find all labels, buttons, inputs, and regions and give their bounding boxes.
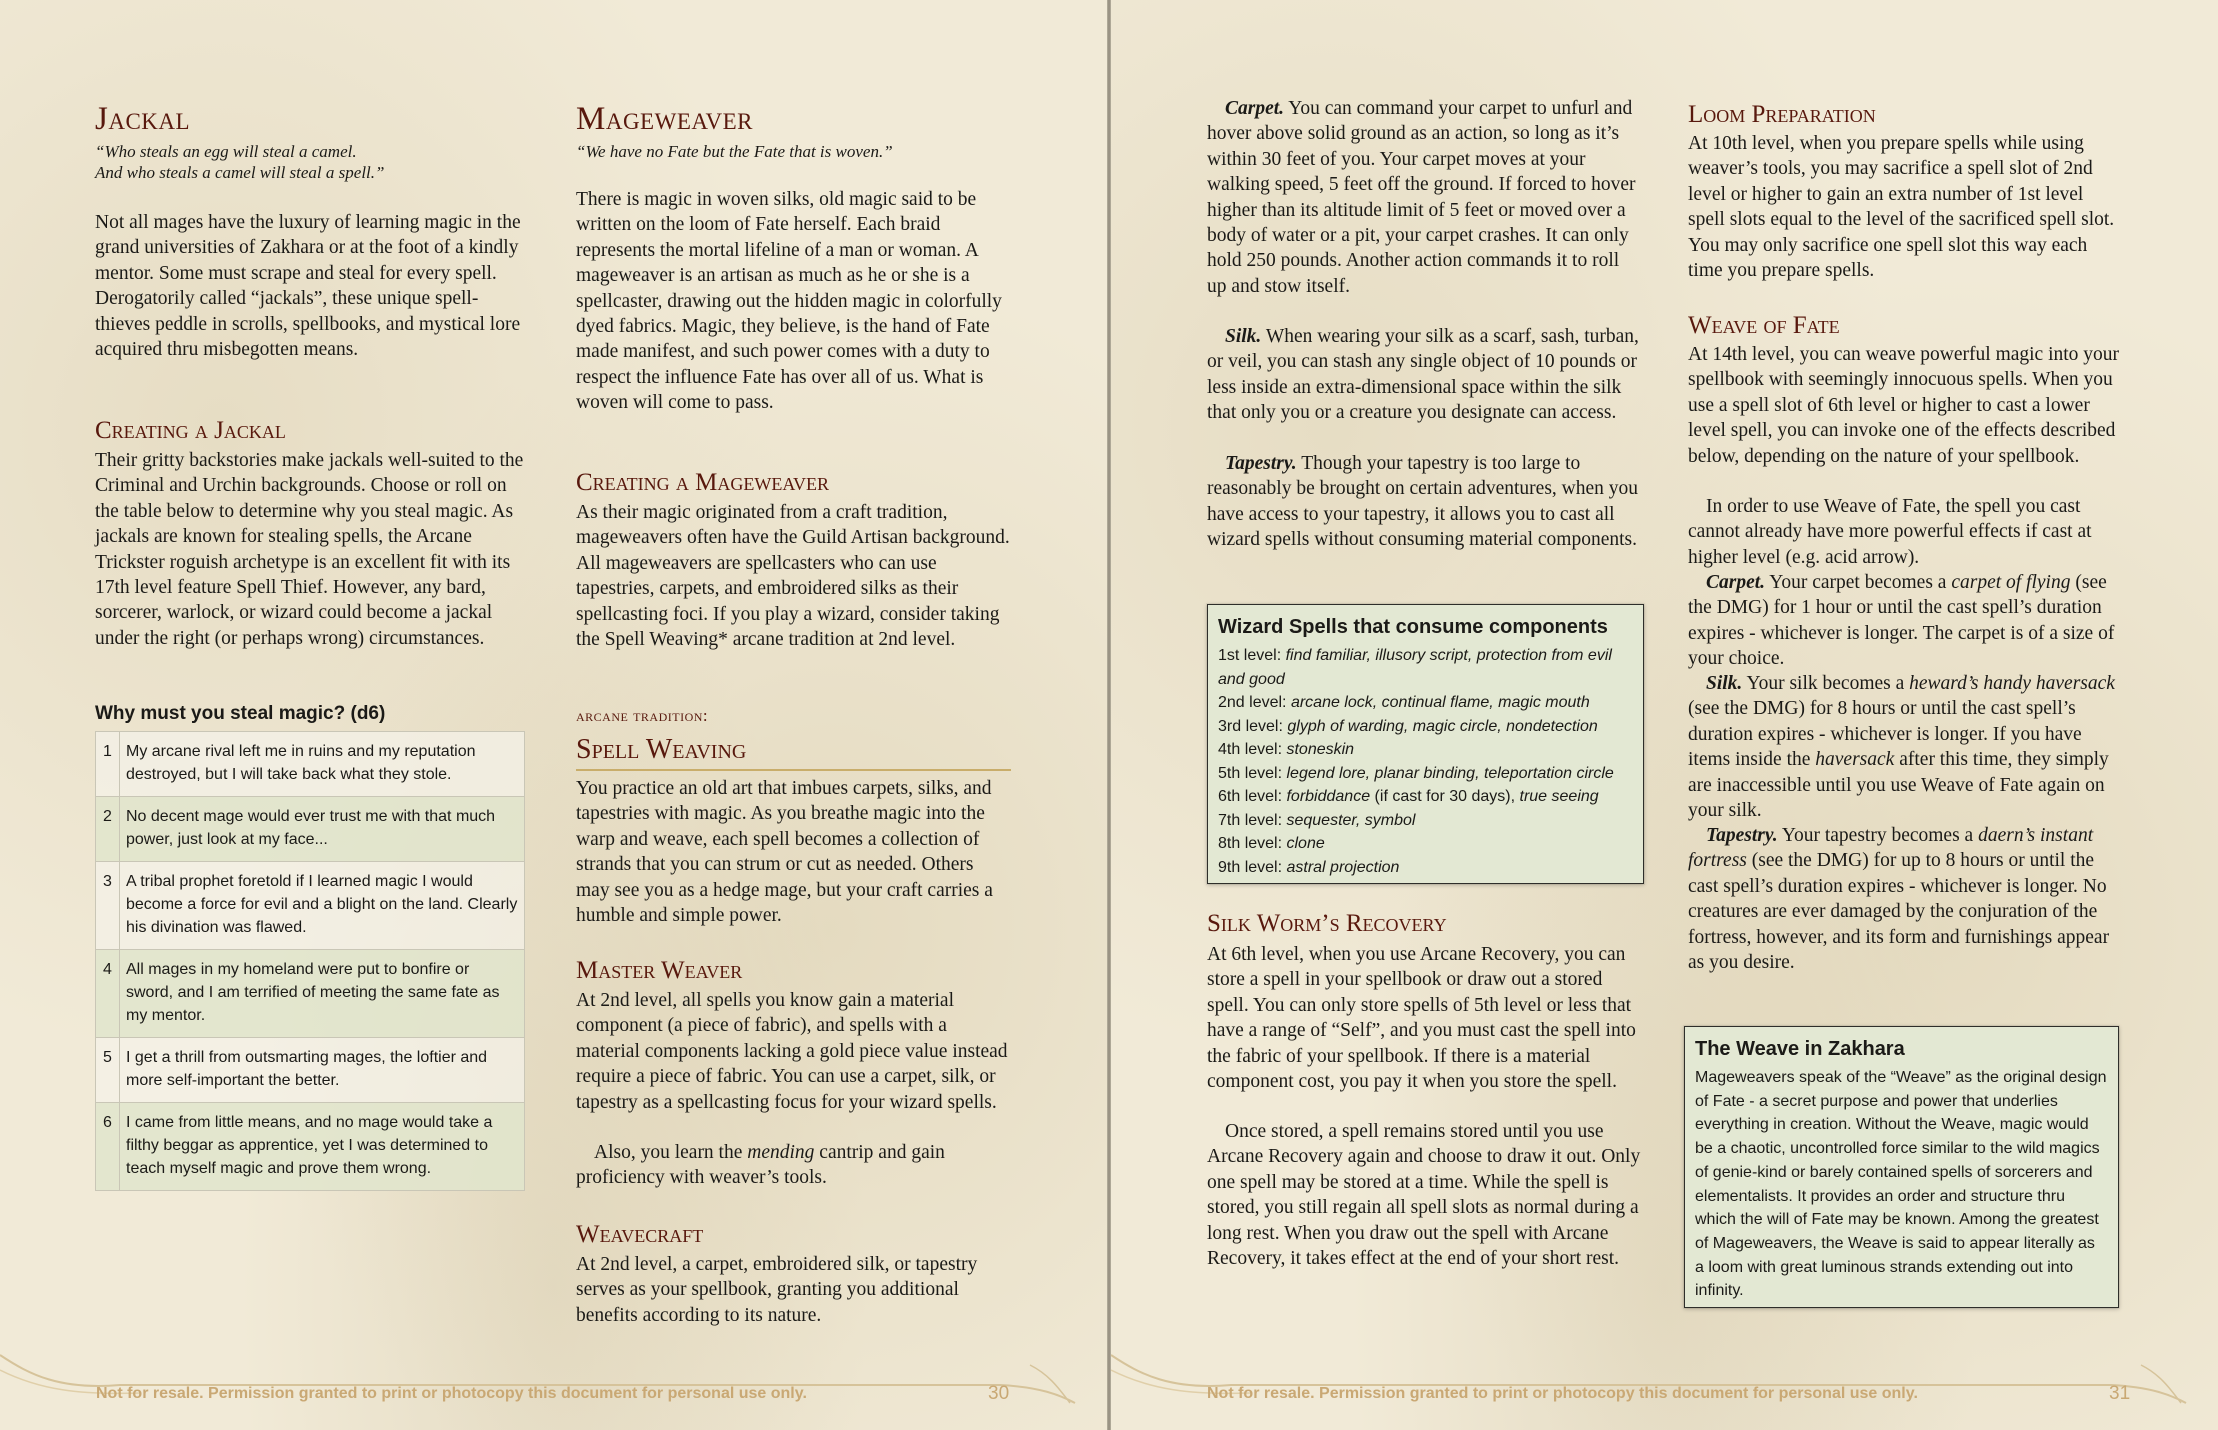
master-weaver-text-2-post: cantrip and gain proficiency with weaver’s tools. (576, 1142, 945, 1189)
weave-of-fate-heading: Weave of Fate (1688, 312, 1840, 339)
spell-weaving-heading: Spell Weaving (576, 733, 1011, 771)
list-item (1218, 715, 1633, 739)
table-row (96, 732, 525, 797)
master-weaver-text: At 2nd level, all spells you know gain a material component (a piece of fabric), and spells with a material components lacking a gold piece value instead require a piece of fabric. You can use a carpet, silk, or tapestry as a spellcasting focus for your wizard spells. (576, 990, 1008, 1113)
weave-in-zakhara-text: Mageweavers speak of the “Weave” as the original design of Fate - a secret purpose and power that underlies everything in creation. Without the Weave, magic would be a chaotic, uncontrolled force similar to the wild magics of genie-kind or barely contained spells of sorcerers and elementalists. It provides an order and structure thru which the will of Fate may be known. Among the greatest of Mageweavers, the Weave is said to appear literally as a loom with great luminous strands extending out into infinity. (1695, 1069, 2107, 1300)
spell-level: 6th level: (1218, 788, 1287, 805)
roll-number: 4 (96, 950, 120, 1038)
wizard-spells-list (1218, 644, 1633, 879)
master-weaver-text-2 (576, 1140, 1011, 1191)
jackal-title: Jackal (95, 101, 191, 137)
roll-result: All mages in my homeland were put to bonfire or sword, and I am terrified of meeting the same fate as my mentor. (120, 950, 525, 1038)
silk-worm-text-1: At 6th level, when you use Arcane Recovery, you can store a spell in your spellbook or draw out a stored spell. You can only store spells of 5th level or less that have a range of “Self”, and you must cast the spell into the fabric of your spellbook. If there is a material component cost, you pay it when you store the spell. (1207, 944, 1636, 1093)
master-weaver-heading: Master Weaver (576, 957, 743, 984)
wof-tapestry-item: daern’s instant fortress (1688, 825, 2094, 872)
weave-in-zakhara-box (1684, 1026, 2119, 1308)
wof-silk-mid: (see the DMG) for 8 hours or until the cast spell’s duration expires - whichever is longer. If you have items inside the (1688, 698, 2082, 771)
wof-silk-paragraph (1688, 671, 2123, 823)
silk-text: When wearing your silk as a scarf, sash, turban, or veil, you can stash any single object of 10 pounds or less inside an extra-dimensional space within the silk that only you or a creature you designate can access. (1207, 326, 1639, 424)
page-number-right: 31 (2109, 1383, 2131, 1404)
table-row (96, 950, 525, 1038)
wof-silk-post: after this time, they simply are inaccessible until you use Weave of Fate again on your silk. (1688, 749, 2109, 822)
page-left (0, 0, 1107, 1430)
spell-level: 4th level: (1218, 741, 1287, 758)
spell-level: 1st level: (1218, 647, 1286, 664)
list-item (1218, 762, 1633, 786)
wof-tapestry-post: (see the DMG) for up to 8 hours or until the cast spell’s duration expires - whichever is longer. No creatures are ever damaged by the conjuration of the fortress, however, and its form and furnishings appear as you desire. (1688, 850, 2110, 974)
wof-carpet-item: carpet of flying (1951, 572, 2071, 593)
spell-names: legend lore, planar binding, teleportation circle (1286, 764, 1614, 782)
spell-names: find familiar, illusory script, protection from evil and good (1218, 647, 1612, 688)
table-row (96, 862, 525, 950)
list-item (1218, 832, 1633, 856)
wof-carpet-post: (see the DMG) for 1 hour or until the cast spell’s duration expires - whichever is longer. The carpet is of a size of your choice. (1688, 572, 2115, 670)
table-row (96, 1038, 525, 1103)
spell-weaving-text: You practice an old art that imbues carpets, silks, and tapestries with magic. As you breathe magic into the warp and weave, each spell becomes a collection of strands that you can strum or cut as needed. Others may see you as a hedge mage, but your craft carries a humble and simple power. (576, 778, 993, 927)
spell-names: glyph of warding, magic circle, nondetection (1287, 717, 1598, 735)
footer-text-left: Not for resale. Permission granted to print or photocopy this document for personal use only. (96, 1385, 807, 1402)
weave-of-fate-text-1: At 14th level, you can weave powerful magic into your spellbook with seemingly innocuous spells. When you use a spell slot of 6th level or higher to cast a lower level spell, you can invoke one of the effects described below, depending on the nature of your spellbook. (1688, 344, 2120, 467)
spell-names: arcane lock, continual flame, magic mouth (1290, 694, 1590, 711)
list-item (1218, 691, 1633, 715)
wizard-spells-box-title: Wizard Spells that consume components (1218, 616, 1608, 638)
mageweaver-intro: There is magic in woven silks, old magic said to be written on the loom of Fate herself. Each braid represents the mortal lifeline of a man or woman. A mageweaver is an artisan as much as he or she is a spellcaster, drawing out the hidden magic in colorfully dyed fabrics. Magic, they believe, is the hand of Fate made manifest, and such power comes with a duty to respect the influence Fate has over all of us. What is woven will come to pass. (576, 189, 1002, 414)
tapestry-paragraph (1207, 451, 1642, 553)
silk-paragraph (1207, 324, 1642, 426)
tapestry-label: Tapestry. (1225, 453, 1297, 474)
mageweaver-quote: “We have no Fate but the Fate that is woven.” (576, 142, 893, 161)
wof-silk-pre: Your silk becomes a (1742, 673, 1910, 694)
spell-names: stoneskin (1286, 741, 1355, 758)
roll-result: A tribal prophet foretold if I learned magic I would become a force for evil and a blight on the land. Clearly his divination was flawed. (120, 862, 525, 950)
weave-of-fate-text-2: In order to use Weave of Fate, the spell you cast cannot already have more powerful effects if cast at higher level (e.g. acid arrow). (1688, 496, 2092, 568)
mageweaver-title: Mageweaver (576, 101, 754, 137)
page-right (1111, 0, 2218, 1430)
steal-magic-table-title: Why must you steal magic? (d6) (95, 703, 386, 724)
roll-result: I get a thrill from outsmarting mages, the loftier and more self-important the better. (120, 1038, 525, 1103)
creating-jackal-text: Their gritty backstories make jackals well-suited to the Criminal and Urchin backgrounds. Choose or roll on the table below to determine why you steal magic. As jackals are known for stealing spells, the Arcane Trickster roguish archetype is an excellent fit with its 17th level feature Spell Thief. However, any bard, sorcerer, warlock, or wizard could become a jackal under the right (or perhaps wrong) circumstances. (95, 450, 524, 649)
spell-level: 2nd level: (1218, 694, 1291, 711)
loom-preparation-text: At 10th level, when you prepare spells while using weaver’s tools, you may sacrifice a spell slot of 2nd level or higher to gain an extra number of 1st level spell slots equal to the level of the sacrificed spell slot. You may only sacrifice one spell slot this way each time you prepare spells. (1688, 133, 2115, 282)
spell-level: 8th level: (1218, 835, 1287, 852)
roll-number: 2 (96, 797, 120, 862)
roll-result: No decent mage would ever trust me with that much power, just look at my face... (120, 797, 525, 862)
wizard-spells-box (1207, 604, 1644, 884)
mending-spell-name: mending (747, 1142, 815, 1163)
wof-silk-label: Silk. (1706, 673, 1743, 694)
carpet-text: You can command your carpet to unfurl and hover above solid ground as an action, so long as it’s within 30 feet of you. Your carpet moves at your walking speed, 5 feet off the ground. If forced to hover higher than its altitude limit of 5 feet or moved over a body of water or a pit, your carpet crashes. It can only hold 250 pounds. Another action commands it to roll up and stow itself. (1207, 98, 1636, 297)
spell-level: 3rd level: (1218, 717, 1288, 735)
right-page-content (1111, 0, 2218, 1430)
footer-text-right: Not for resale. Permission granted to print or photocopy this document for personal use only. (1207, 1385, 1918, 1402)
roll-result: My arcane rival left me in ruins and my reputation destroyed, but I will take back what they stole. (120, 732, 525, 797)
wof-silk-item: heward’s handy haversack (1909, 673, 2115, 694)
spell-level: 7th level: (1218, 811, 1287, 829)
wof-carpet-paragraph (1688, 570, 2123, 672)
spell-names-2: true seeing (1519, 788, 1599, 805)
wof-carpet-pre: Your carpet becomes a (1765, 572, 1952, 593)
wof-carpet-label: Carpet. (1706, 572, 1766, 593)
jackal-quote-line-1: “Who steals an egg will steal a camel. (95, 142, 357, 161)
roll-number: 5 (96, 1038, 120, 1103)
roll-result: I came from little means, and no mage would take a filthy beggar as apprentice, yet I was determined to teach myself magic and prove them wrong. (120, 1103, 525, 1191)
jackal-intro: Not all mages have the luxury of learning magic in the grand universities of Zakhara or at the foot of a kindly mentor. Some must scrape and steal for every spell. Derogatorily called “jackals”, these unique spell-thieves peddle in scrolls, spellbooks, and mystical lore acquired thru misbegotten means. (95, 212, 521, 361)
list-item (1218, 809, 1633, 833)
carpet-paragraph (1207, 96, 1642, 299)
silk-worm-text-2: Once stored, a spell remains stored until you use Arcane Recovery again and choose to draw it out. Only one spell may be stored at a time. While the spell is stored, you still regain all spell slots as normal during a long rest. When you draw out the spell with Arcane Recovery, it takes effect at the end of your short rest. (1207, 1121, 1641, 1270)
weavecraft-text: At 2nd level, a carpet, embroidered silk, or tapestry serves as your spellbook, granting you additional benefits according to its nature. (576, 1254, 978, 1326)
roll-number: 3 (96, 862, 120, 950)
spell-names: sequester, symbol (1286, 811, 1416, 829)
wof-tapestry-paragraph (1688, 823, 2123, 975)
weave-in-zakhara-title: The Weave in Zakhara (1695, 1038, 1905, 1060)
tapestry-text: Though your tapestry is too large to reasonably be brought on certain adventures, when you have access to your tapestry, it allows you to cast all wizard spells without consuming material components. (1207, 453, 1639, 551)
silk-worm-heading: Silk Worm’s Recovery (1207, 910, 1447, 937)
master-weaver-text-2-pre: Also, you learn the (594, 1142, 748, 1163)
spell-names: astral projection (1286, 858, 1400, 876)
weavecraft-heading: Weavecraft (576, 1221, 704, 1248)
steal-magic-table (95, 731, 525, 1191)
wof-tapestry-label: Tapestry. (1706, 825, 1778, 846)
spell-level: 9th level: (1218, 858, 1287, 876)
list-item (1218, 738, 1633, 762)
creating-jackal-heading: Creating a Jackal (95, 417, 286, 444)
jackal-quote (95, 141, 530, 183)
arcane-tradition-tag: arcane tradition: (576, 706, 709, 725)
table-row (96, 1103, 525, 1191)
list-item (1218, 856, 1633, 880)
roll-number: 1 (96, 732, 120, 797)
page-number-left: 30 (988, 1383, 1010, 1404)
carpet-label: Carpet. (1225, 98, 1285, 119)
loom-preparation-heading: Loom Preparation (1688, 101, 1876, 128)
wof-silk-item-2: haversack (1815, 749, 1895, 771)
silk-label: Silk. (1225, 326, 1262, 347)
creating-mageweaver-heading: Creating a Mageweaver (576, 469, 830, 496)
table-row (96, 797, 525, 862)
creating-mageweaver-text: As their magic originated from a craft tradition, mageweavers often have the Guild Artisan background. All mageweavers are spellcasters who can use tapestries, carpets, and embroidered silks as their spellcasting foci. If you play a wizard, consider taking the Spell Weaving* arcane tradition at 2nd level. (576, 502, 1010, 651)
spell-names: clone (1286, 835, 1325, 852)
jackal-quote-line-2: And who steals a camel will steal a spell.” (95, 163, 385, 182)
roll-number: 6 (96, 1103, 120, 1191)
spell-note: (if cast for 30 days), (1370, 788, 1520, 805)
spell-level: 5th level: (1218, 764, 1287, 782)
list-item (1218, 644, 1633, 691)
wof-tapestry-pre: Your tapestry becomes a (1777, 825, 1979, 846)
list-item (1218, 785, 1633, 809)
spell-names: forbiddance (1286, 788, 1371, 805)
